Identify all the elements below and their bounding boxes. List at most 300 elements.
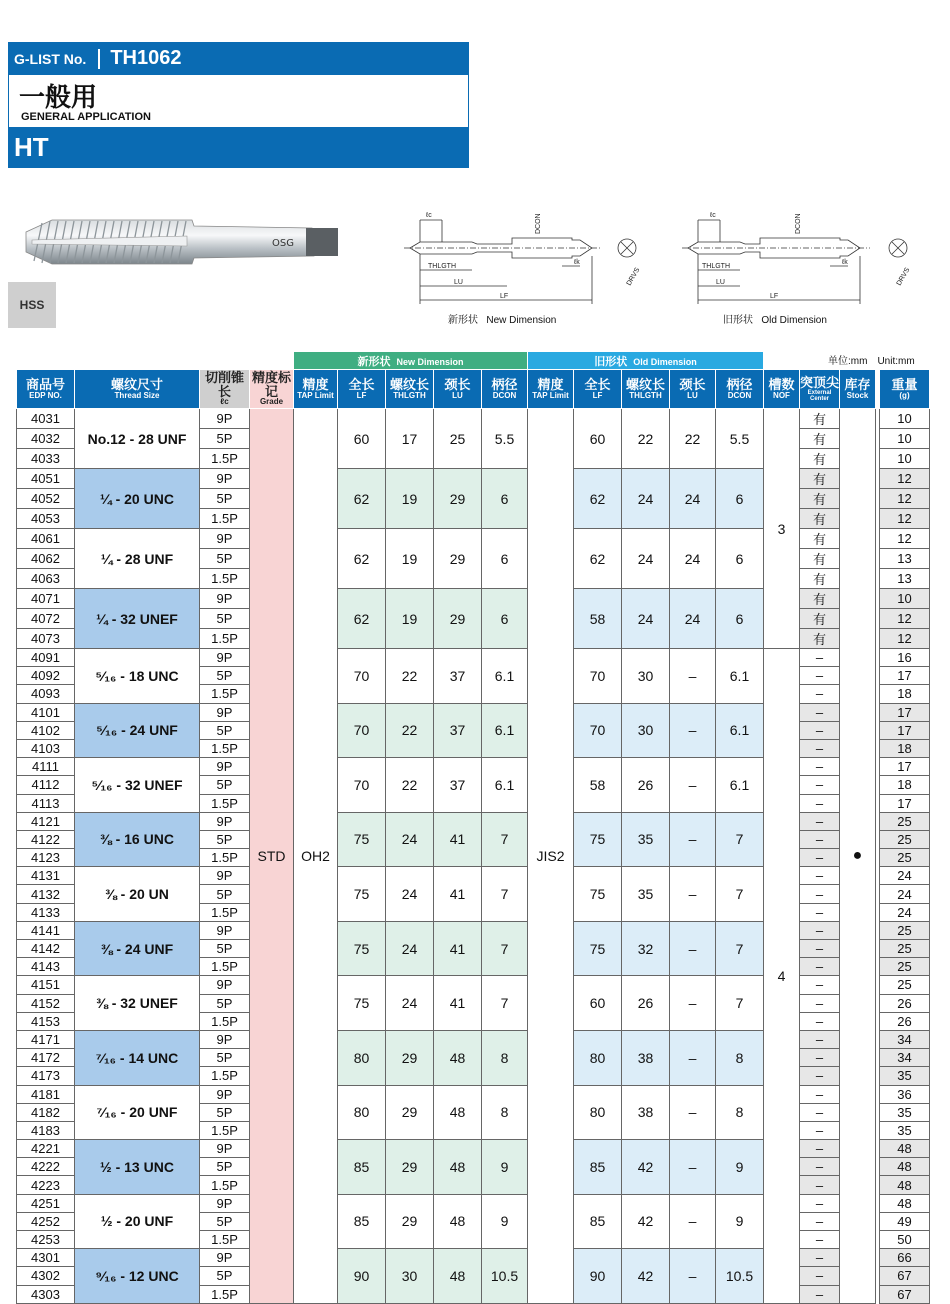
edp-number: 4052 bbox=[17, 489, 75, 509]
diagram-old-lu-label: LU bbox=[716, 279, 725, 286]
old-dcon: 6 bbox=[716, 469, 764, 529]
external-center: – bbox=[800, 1012, 840, 1030]
col-header-old-lf bbox=[574, 370, 622, 409]
chamfer-length: 9P bbox=[200, 1194, 250, 1212]
chamfer-length: 1.5P bbox=[200, 1012, 250, 1030]
external-center: 有 bbox=[800, 629, 840, 649]
col-header-cn: 突顶尖 bbox=[800, 374, 840, 390]
old-thlgth: 42 bbox=[622, 1140, 670, 1195]
old-lu: – bbox=[670, 976, 716, 1031]
thread-size: ⅜ - 16 UNC bbox=[75, 812, 200, 867]
edp-number: 4102 bbox=[17, 721, 75, 739]
thread-size: ⅜ - 20 UN bbox=[75, 867, 200, 922]
new-lf: 90 bbox=[338, 1249, 386, 1304]
old-lf: 75 bbox=[574, 921, 622, 976]
old-thlgth: 42 bbox=[622, 1194, 670, 1249]
edp-number: 4253 bbox=[17, 1231, 75, 1249]
glist-code: TH1062 bbox=[110, 47, 182, 69]
edp-number: 4131 bbox=[17, 867, 75, 885]
new-dcon: 6.1 bbox=[482, 758, 528, 813]
external-center: – bbox=[800, 1194, 840, 1212]
new-lf: 70 bbox=[338, 649, 386, 704]
new-thlgth: 19 bbox=[386, 589, 434, 649]
external-center: – bbox=[800, 812, 840, 830]
chamfer-length: 5P bbox=[200, 1049, 250, 1067]
chamfer-length: 9P bbox=[200, 812, 250, 830]
weight-value: 25 bbox=[880, 812, 930, 830]
edp-number: 4061 bbox=[17, 529, 75, 549]
new-thlgth: 24 bbox=[386, 921, 434, 976]
external-center: – bbox=[800, 1121, 840, 1139]
new-lf: 75 bbox=[338, 867, 386, 922]
external-center: 有 bbox=[800, 569, 840, 589]
weight-value: 24 bbox=[880, 867, 930, 885]
external-center: 有 bbox=[800, 609, 840, 629]
thread-size: ⁵⁄₁₆ - 24 UNF bbox=[75, 703, 200, 758]
old-lu: – bbox=[670, 1140, 716, 1195]
new-lu: 29 bbox=[434, 529, 482, 589]
old-dimension-caption bbox=[723, 311, 827, 326]
external-center: – bbox=[800, 721, 840, 739]
new-lu: 41 bbox=[434, 812, 482, 867]
old-lu: – bbox=[670, 758, 716, 813]
external-center: 有 bbox=[800, 529, 840, 549]
new-lf: 75 bbox=[338, 812, 386, 867]
chamfer-length: 1.5P bbox=[200, 569, 250, 589]
weight-value: 17 bbox=[880, 758, 930, 776]
external-center: – bbox=[800, 703, 840, 721]
external-center: – bbox=[800, 649, 840, 667]
weight-value: 12 bbox=[880, 489, 930, 509]
old-lu: 24 bbox=[670, 589, 716, 649]
old-lu: 24 bbox=[670, 469, 716, 529]
chamfer-length: 1.5P bbox=[200, 629, 250, 649]
new-lu: 37 bbox=[434, 703, 482, 758]
external-center: – bbox=[800, 1030, 840, 1048]
chamfer-length: 9P bbox=[200, 976, 250, 994]
col-header-en: NOF bbox=[773, 390, 790, 400]
new-lf: 80 bbox=[338, 1085, 386, 1140]
col-header-nof bbox=[764, 370, 800, 409]
new-lu: 29 bbox=[434, 589, 482, 649]
col-header-cn: 柄径 bbox=[491, 376, 518, 392]
edp-number: 4132 bbox=[17, 885, 75, 903]
weight-value: 17 bbox=[880, 667, 930, 685]
table-row bbox=[17, 409, 930, 429]
old-dcon: 9 bbox=[716, 1194, 764, 1249]
old-lu: – bbox=[670, 1249, 716, 1304]
weight-value: 36 bbox=[880, 1085, 930, 1103]
chamfer-length: 5P bbox=[200, 667, 250, 685]
new-lu: 48 bbox=[434, 1030, 482, 1085]
weight-value: 25 bbox=[880, 921, 930, 939]
title-separator bbox=[98, 49, 100, 69]
title-block bbox=[8, 42, 469, 168]
weight-value: 12 bbox=[880, 529, 930, 549]
new-lf: 75 bbox=[338, 921, 386, 976]
chamfer-length: 1.5P bbox=[200, 849, 250, 867]
edp-number: 4302 bbox=[17, 1267, 75, 1285]
external-center: – bbox=[800, 849, 840, 867]
column-header-row bbox=[17, 370, 930, 409]
edp-number: 4072 bbox=[17, 609, 75, 629]
chamfer-length: 5P bbox=[200, 885, 250, 903]
new-lf: 70 bbox=[338, 758, 386, 813]
old-lu: – bbox=[670, 649, 716, 704]
new-thlgth: 24 bbox=[386, 867, 434, 922]
new-thlgth: 17 bbox=[386, 409, 434, 469]
title-names bbox=[8, 75, 469, 127]
external-center: 有 bbox=[800, 469, 840, 489]
edp-number: 4101 bbox=[17, 703, 75, 721]
weight-value: 12 bbox=[880, 609, 930, 629]
chamfer-length: 1.5P bbox=[200, 1176, 250, 1194]
external-center: – bbox=[800, 940, 840, 958]
weight-value: 49 bbox=[880, 1212, 930, 1230]
old-tap-limit: JIS2 bbox=[528, 409, 574, 1304]
weight-value: 67 bbox=[880, 1267, 930, 1285]
diagram-old-lf-label: LF bbox=[770, 293, 779, 300]
old-lf: 80 bbox=[574, 1085, 622, 1140]
old-dcon: 7 bbox=[716, 976, 764, 1031]
weight-value: 25 bbox=[880, 940, 930, 958]
edp-number: 4301 bbox=[17, 1249, 75, 1267]
edp-number: 4143 bbox=[17, 958, 75, 976]
old-dcon: 7 bbox=[716, 867, 764, 922]
chamfer-length: 9P bbox=[200, 703, 250, 721]
new-thlgth: 24 bbox=[386, 812, 434, 867]
old-lu: – bbox=[670, 1085, 716, 1140]
edp-number: 4071 bbox=[17, 589, 75, 609]
weight-value: 10 bbox=[880, 589, 930, 609]
diagram-old-thlgth-label: THLGTH bbox=[702, 263, 730, 270]
new-lf: 62 bbox=[338, 529, 386, 589]
new-group-en: New Dimension bbox=[396, 356, 464, 367]
new-dcon: 7 bbox=[482, 867, 528, 922]
col-header-cn: 商品号 bbox=[25, 376, 65, 392]
old-lf: 60 bbox=[574, 409, 622, 469]
col-header-en: THLGTH bbox=[393, 390, 426, 400]
chamfer-length: 5P bbox=[200, 994, 250, 1012]
old-dcon: 6.1 bbox=[716, 703, 764, 758]
spec-table-body bbox=[17, 409, 930, 1304]
col-header-cn: 全长 bbox=[348, 376, 375, 392]
chamfer-length: 5P bbox=[200, 429, 250, 449]
external-center: – bbox=[800, 758, 840, 776]
chamfer-length: 9P bbox=[200, 409, 250, 429]
thread-size: ⅜ - 32 UNEF bbox=[75, 976, 200, 1031]
old-lf: 62 bbox=[574, 529, 622, 589]
old-caption-en: Old Dimension bbox=[761, 315, 827, 326]
old-lf: 80 bbox=[574, 1030, 622, 1085]
external-center: – bbox=[800, 1103, 840, 1121]
chamfer-length: 5P bbox=[200, 549, 250, 569]
col-header-weight bbox=[880, 370, 930, 409]
new-lu: 37 bbox=[434, 758, 482, 813]
col-header-cn: 全长 bbox=[584, 376, 611, 392]
edp-number: 4122 bbox=[17, 830, 75, 848]
edp-number: 4103 bbox=[17, 739, 75, 757]
edp-number: 4062 bbox=[17, 549, 75, 569]
old-dcon: 7 bbox=[716, 812, 764, 867]
chamfer-length: 5P bbox=[200, 1212, 250, 1230]
external-center: – bbox=[800, 1212, 840, 1230]
new-dcon: 8 bbox=[482, 1085, 528, 1140]
col-header-cn: 精度 bbox=[537, 376, 564, 392]
new-lu: 41 bbox=[434, 921, 482, 976]
old-dimension-diagram bbox=[680, 206, 930, 326]
col-header-new-lu bbox=[434, 370, 482, 409]
weight-value: 25 bbox=[880, 976, 930, 994]
chamfer-length: 1.5P bbox=[200, 449, 250, 469]
col-header-ext bbox=[800, 370, 840, 409]
diagram-old-lc-label: ℓc bbox=[710, 212, 716, 219]
old-lf: 85 bbox=[574, 1194, 622, 1249]
col-header-new-thlgth bbox=[386, 370, 434, 409]
weight-value: 10 bbox=[880, 449, 930, 469]
chamfer-length: 5P bbox=[200, 721, 250, 739]
old-thlgth: 24 bbox=[622, 589, 670, 649]
new-group-cn: 新形状 bbox=[357, 355, 391, 368]
edp-number: 4092 bbox=[17, 667, 75, 685]
chamfer-length: 9P bbox=[200, 867, 250, 885]
old-dcon: 6 bbox=[716, 589, 764, 649]
chamfer-length: 9P bbox=[200, 589, 250, 609]
old-group-en: Old Dimension bbox=[633, 356, 697, 367]
edp-number: 4251 bbox=[17, 1194, 75, 1212]
weight-value: 35 bbox=[880, 1121, 930, 1139]
thread-size: ⁷⁄₁₆ - 14 UNC bbox=[75, 1030, 200, 1085]
weight-value: 24 bbox=[880, 903, 930, 921]
old-lu: – bbox=[670, 1030, 716, 1085]
chamfer-length: 5P bbox=[200, 830, 250, 848]
old-thlgth: 35 bbox=[622, 867, 670, 922]
new-dcon: 10.5 bbox=[482, 1249, 528, 1304]
col-header-en: TAP Limit bbox=[297, 390, 334, 400]
external-center: – bbox=[800, 1085, 840, 1103]
weight-value: 13 bbox=[880, 569, 930, 589]
col-header-thread bbox=[75, 370, 200, 409]
col-header-en: Thread Size bbox=[114, 390, 160, 400]
old-thlgth: 30 bbox=[622, 649, 670, 704]
old-lf: 90 bbox=[574, 1249, 622, 1304]
col-header-old-lu bbox=[670, 370, 716, 409]
new-thlgth: 29 bbox=[386, 1030, 434, 1085]
new-thlgth: 22 bbox=[386, 758, 434, 813]
col-header-cn: 重量 bbox=[891, 376, 918, 392]
new-thlgth: 29 bbox=[386, 1140, 434, 1195]
external-center: – bbox=[800, 1140, 840, 1158]
old-caption-cn: 旧形状 bbox=[723, 315, 753, 326]
edp-number: 4053 bbox=[17, 509, 75, 529]
new-thlgth: 19 bbox=[386, 529, 434, 589]
edp-number: 4032 bbox=[17, 429, 75, 449]
old-thlgth: 38 bbox=[622, 1085, 670, 1140]
chamfer-length: 9P bbox=[200, 921, 250, 939]
external-center: – bbox=[800, 1249, 840, 1267]
external-center: – bbox=[800, 867, 840, 885]
edp-number: 4051 bbox=[17, 469, 75, 489]
external-center: – bbox=[800, 921, 840, 939]
new-dcon: 6.1 bbox=[482, 703, 528, 758]
edp-number: 4123 bbox=[17, 849, 75, 867]
col-header-old-dcon bbox=[716, 370, 764, 409]
old-lu: 24 bbox=[670, 529, 716, 589]
new-dcon: 9 bbox=[482, 1194, 528, 1249]
edp-number: 4073 bbox=[17, 629, 75, 649]
col-header-en: LU bbox=[452, 390, 463, 400]
chamfer-length: 5P bbox=[200, 776, 250, 794]
external-center: 有 bbox=[800, 409, 840, 429]
thread-size: ⁹⁄₁₆ - 12 UNC bbox=[75, 1249, 200, 1304]
thread-size: ½ - 20 UNF bbox=[75, 1194, 200, 1249]
col-header-en: Grade bbox=[259, 397, 284, 407]
new-dcon: 6 bbox=[482, 529, 528, 589]
external-center: – bbox=[800, 1267, 840, 1285]
weight-value: 12 bbox=[880, 629, 930, 649]
weight-value: 48 bbox=[880, 1158, 930, 1176]
thread-size: ½ - 13 UNC bbox=[75, 1140, 200, 1195]
diagram-lk-label: ℓk bbox=[574, 259, 580, 266]
old-dimension-group bbox=[528, 352, 764, 370]
old-group-cn: 旧形状 bbox=[594, 355, 628, 368]
new-dcon: 8 bbox=[482, 1030, 528, 1085]
edp-number: 4142 bbox=[17, 940, 75, 958]
new-thlgth: 19 bbox=[386, 469, 434, 529]
edp-number: 4031 bbox=[17, 409, 75, 429]
new-caption-cn: 新形状 bbox=[448, 315, 478, 326]
old-dcon: 7 bbox=[716, 921, 764, 976]
flute-count: 3 bbox=[764, 409, 800, 649]
thread-size: ¼ - 20 UNC bbox=[75, 469, 200, 529]
new-dcon: 9 bbox=[482, 1140, 528, 1195]
col-header-cn: 颈长 bbox=[444, 376, 471, 392]
col-header-new-lf bbox=[338, 370, 386, 409]
chamfer-length: 1.5P bbox=[200, 739, 250, 757]
edp-number: 4221 bbox=[17, 1140, 75, 1158]
old-thlgth: 35 bbox=[622, 812, 670, 867]
new-lu: 48 bbox=[434, 1249, 482, 1304]
weight-value: 10 bbox=[880, 409, 930, 429]
thread-size: ¼ - 32 UNEF bbox=[75, 589, 200, 649]
chamfer-length: 5P bbox=[200, 1158, 250, 1176]
thread-size: ¼ - 28 UNF bbox=[75, 529, 200, 589]
edp-number: 4153 bbox=[17, 1012, 75, 1030]
old-lu: – bbox=[670, 921, 716, 976]
thread-size: ⁷⁄₁₆ - 20 UNF bbox=[75, 1085, 200, 1140]
new-dcon: 7 bbox=[482, 812, 528, 867]
edp-number: 4141 bbox=[17, 921, 75, 939]
external-center: 有 bbox=[800, 509, 840, 529]
weight-value: 25 bbox=[880, 958, 930, 976]
weight-value: 34 bbox=[880, 1049, 930, 1067]
col-header-old-tap bbox=[528, 370, 574, 409]
table-row bbox=[17, 649, 930, 667]
old-dcon: 6.1 bbox=[716, 649, 764, 704]
col-header-cn: 螺纹长 bbox=[389, 376, 429, 392]
col-header-en: THLGTH bbox=[629, 390, 662, 400]
external-center: – bbox=[800, 776, 840, 794]
external-center: – bbox=[800, 885, 840, 903]
edp-number: 4303 bbox=[17, 1285, 75, 1303]
edp-number: 4223 bbox=[17, 1176, 75, 1194]
new-tap-limit: OH2 bbox=[294, 409, 338, 1304]
col-header-cn: 螺纹尺寸 bbox=[110, 376, 163, 392]
weight-value: 35 bbox=[880, 1067, 930, 1085]
col-header-en: DCON bbox=[492, 390, 517, 400]
chamfer-length: 9P bbox=[200, 1140, 250, 1158]
product-name-cn: 一般用 bbox=[19, 83, 98, 113]
new-lf: 60 bbox=[338, 409, 386, 469]
weight-value: 12 bbox=[880, 509, 930, 529]
old-lu: – bbox=[670, 703, 716, 758]
edp-number: 4152 bbox=[17, 994, 75, 1012]
edp-number: 4222 bbox=[17, 1158, 75, 1176]
new-dcon: 6.1 bbox=[482, 649, 528, 704]
col-header-cn: 库存 bbox=[844, 376, 871, 392]
external-center: – bbox=[800, 1158, 840, 1176]
new-lf: 85 bbox=[338, 1140, 386, 1195]
weight-value: 26 bbox=[880, 994, 930, 1012]
new-dimension-caption bbox=[448, 311, 556, 326]
chamfer-length: 1.5P bbox=[200, 903, 250, 921]
new-lu: 29 bbox=[434, 469, 482, 529]
new-dimension-group bbox=[294, 352, 528, 370]
col-header-edp bbox=[17, 370, 75, 409]
edp-number: 4182 bbox=[17, 1103, 75, 1121]
flute-count: 4 bbox=[764, 649, 800, 1304]
unit-note: 单位:mm Unit:mm bbox=[828, 356, 915, 367]
new-lf: 85 bbox=[338, 1194, 386, 1249]
new-lf: 70 bbox=[338, 703, 386, 758]
stock-indicator: ● bbox=[840, 409, 876, 1304]
old-thlgth: 22 bbox=[622, 409, 670, 469]
col-header-old-thlgth bbox=[622, 370, 670, 409]
col-header-cn: 槽数 bbox=[768, 376, 795, 392]
new-thlgth: 30 bbox=[386, 1249, 434, 1304]
edp-number: 4183 bbox=[17, 1121, 75, 1139]
new-thlgth: 24 bbox=[386, 976, 434, 1031]
new-thlgth: 29 bbox=[386, 1085, 434, 1140]
weight-value: 13 bbox=[880, 549, 930, 569]
new-dcon: 7 bbox=[482, 921, 528, 976]
external-center: – bbox=[800, 994, 840, 1012]
external-center: – bbox=[800, 1049, 840, 1067]
thread-size: ⁵⁄₁₆ - 32 UNEF bbox=[75, 758, 200, 813]
col-header-lc bbox=[200, 370, 250, 409]
external-center: – bbox=[800, 903, 840, 921]
old-lu: 22 bbox=[670, 409, 716, 469]
diagram-drvs-label: DRVS bbox=[625, 266, 642, 287]
old-thlgth: 24 bbox=[622, 469, 670, 529]
new-lf: 75 bbox=[338, 976, 386, 1031]
external-center: 有 bbox=[800, 449, 840, 469]
old-lf: 60 bbox=[574, 976, 622, 1031]
edp-number: 4151 bbox=[17, 976, 75, 994]
edp-number: 4111 bbox=[17, 758, 75, 776]
new-dcon: 7 bbox=[482, 976, 528, 1031]
col-header-grade bbox=[250, 370, 294, 409]
old-lu: – bbox=[670, 812, 716, 867]
chamfer-length: 5P bbox=[200, 940, 250, 958]
external-center: – bbox=[800, 1285, 840, 1303]
diagram-lc-label: ℓc bbox=[426, 212, 432, 219]
weight-value: 25 bbox=[880, 849, 930, 867]
weight-value: 25 bbox=[880, 830, 930, 848]
external-center: 有 bbox=[800, 589, 840, 609]
chamfer-length: 1.5P bbox=[200, 1121, 250, 1139]
old-thlgth: 38 bbox=[622, 1030, 670, 1085]
